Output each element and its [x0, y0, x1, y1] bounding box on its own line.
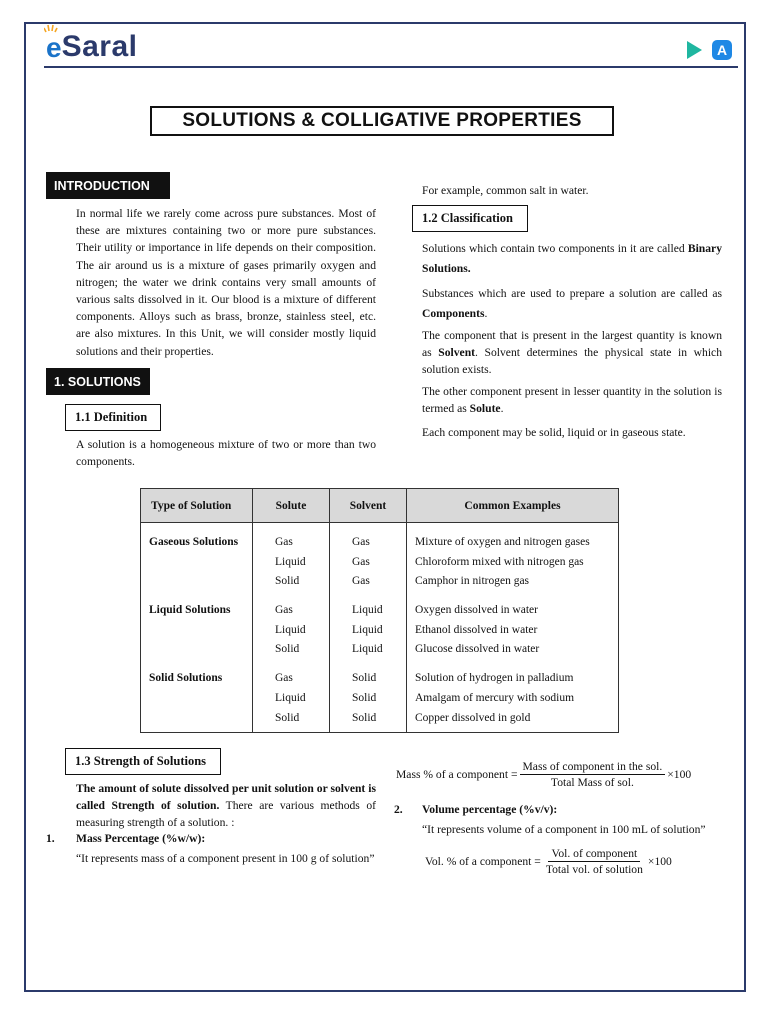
mass-numerator: Mass of component in the sol. — [520, 760, 666, 775]
solute-value: Solid — [275, 575, 300, 588]
solvent-text — [422, 327, 722, 379]
vol-formula-lhs: Vol. % of a component = — [425, 855, 541, 868]
store-icons — [687, 40, 732, 60]
solute-value: Gas — [275, 672, 293, 685]
logo-e: e — [46, 32, 62, 64]
page-title: SOLUTIONS & COLLIGATIVE PROPERTIES — [150, 106, 614, 136]
binary-solutions-text — [422, 239, 722, 279]
components-term: Components — [422, 307, 485, 320]
vol-denominator: Total vol. of solution — [545, 863, 643, 876]
solute-pre: The other component present in lesser quantity in the solution is termed as — [422, 385, 722, 416]
example-value: Mixture of oxygen and nitrogen gases — [415, 536, 590, 548]
item-1-number: 1. — [46, 832, 55, 845]
solute-value: Gas — [275, 536, 293, 548]
google-play-icon[interactable] — [687, 41, 702, 59]
volume-percentage-text: “It represents volume of a component in 100 mL of solution” — [422, 823, 706, 836]
type-cell: Gaseous Solutions — [141, 523, 253, 593]
header-examples: Common Examples — [407, 489, 619, 523]
solute-value: Gas — [275, 604, 293, 617]
example-value: Ethanol dissolved in water — [415, 623, 538, 636]
binary-term: Binary Solutions. — [422, 242, 722, 275]
table-row — [141, 660, 619, 733]
components-pre: Substances which are used to prepare a solution are called as — [422, 287, 722, 300]
definition-heading: 1.1 Definition — [65, 404, 161, 431]
solute-value: Solid — [275, 643, 300, 656]
components-post: . — [484, 307, 488, 320]
solvent-value: Gas — [352, 555, 370, 568]
components-text — [422, 284, 722, 324]
examples-cell — [407, 523, 619, 593]
solvent-value: Gas — [352, 575, 370, 588]
strength-rest: There are various methods of measuring strength of a solution. : — [76, 799, 376, 830]
binary-text: Solutions which contain two components in it are called — [422, 242, 688, 255]
example-value: Solution of hydrogen in palladium — [415, 672, 574, 685]
mass-multiplier: ×100 — [667, 768, 692, 781]
solvent-term: Solvent — [438, 346, 476, 360]
solvent-value: Gas — [352, 536, 370, 548]
solvent-value: Solid — [352, 691, 377, 704]
solute-value: Liquid — [275, 623, 306, 636]
classification-heading: 1.2 Classification — [412, 205, 528, 232]
example-text: For example, common salt in water. — [422, 184, 589, 197]
strength-definition: The amount of solute dissolved per unit solution or solvent is called Strength of solution. — [76, 782, 376, 813]
table-row — [141, 523, 619, 593]
app-store-icon[interactable] — [712, 40, 732, 60]
solute-cell — [253, 660, 330, 733]
vol-numerator: Vol. of component — [548, 847, 640, 862]
solvent-value: Liquid — [352, 604, 383, 617]
solute-cell — [253, 523, 330, 593]
mass-denominator: Total Mass of sol. — [550, 776, 634, 789]
introduction-heading: INTRODUCTION — [46, 172, 170, 199]
mass-formula-lhs: Mass % of a component = — [396, 768, 518, 781]
examples-cell — [407, 592, 619, 660]
example-value: Oxygen dissolved in water — [415, 604, 538, 617]
solute-value: Liquid — [275, 691, 306, 704]
example-value: Copper dissolved in gold — [415, 711, 531, 724]
solvent-cell — [330, 660, 407, 733]
type-cell: Solid Solutions — [141, 660, 253, 733]
example-value: Chloroform mixed with nitrogen gas — [415, 555, 584, 568]
mass-percent-formula — [396, 760, 691, 789]
strength-heading: 1.3 Strength of Solutions — [65, 748, 221, 775]
examples-cell — [407, 660, 619, 733]
volume-percent-formula — [425, 847, 672, 876]
solute-value: Solid — [275, 711, 300, 724]
example-value: Amalgam of mercury with sodium — [415, 691, 575, 704]
solute-cell — [253, 592, 330, 660]
solvent-value: Solid — [352, 672, 377, 685]
sun-rays-icon — [44, 23, 58, 33]
mass-percentage-title: Mass Percentage (%w/w): — [76, 832, 206, 845]
solvent-value: Liquid — [352, 643, 383, 656]
vol-multiplier: ×100 — [647, 855, 672, 868]
solute-post: . — [500, 402, 504, 416]
header-type: Type of Solution — [141, 489, 253, 523]
mass-percentage-text: “It represents mass of a component present in 100 g of solution” — [76, 852, 375, 865]
definition-text: A solution is a homogeneous mixture of two or more than two components. — [76, 438, 376, 469]
strength-intro — [76, 780, 376, 832]
solvent-post: . Solvent determines the physical state in which solution exists. — [422, 346, 722, 377]
mass-fraction — [520, 760, 666, 789]
introduction-text: In normal life we rarely come across pure substances. Most of these are mixtures containing two or more pure substances. Their utility or importance in life depends on their composition. The air around us is a mixture of gases primarily oxygen and nitrogen; the water we drink contains very small amounts of various salts dissolved in it. Our blood is a mixture of different components. Alloys such as brass, bronze, stainless steel, etc. are also mixtures. In this Unit, we will consider mostly liquid solutions and their properties. — [76, 207, 376, 358]
item-2-number: 2. — [394, 803, 403, 816]
solute-term: Solute — [469, 402, 501, 416]
solute-value: Liquid — [275, 555, 306, 568]
solutions-heading: 1. SOLUTIONS — [46, 368, 150, 395]
component-state-text: Each component may be solid, liquid or in gaseous state. — [422, 426, 686, 439]
solutions-table — [140, 488, 619, 733]
table-row — [141, 592, 619, 660]
table-header-row — [141, 489, 619, 523]
solute-text — [422, 383, 722, 417]
header-solvent: Solvent — [330, 489, 407, 523]
solvent-value: Liquid — [352, 623, 383, 636]
vol-fraction — [543, 847, 646, 876]
volume-percentage-title: Volume percentage (%v/v): — [422, 803, 558, 816]
app-store-glyph: A — [716, 42, 728, 58]
solvent-cell — [330, 523, 407, 593]
header-solute: Solute — [253, 489, 330, 523]
solvent-cell — [330, 592, 407, 660]
solvent-value: Solid — [352, 711, 377, 724]
logo-word: Saral — [61, 30, 138, 63]
esaral-logo[interactable] — [46, 28, 137, 64]
type-cell: Liquid Solutions — [141, 592, 253, 660]
solvent-pre: The component that is present in the largest quantity is known as — [422, 329, 722, 360]
example-value: Glucose dissolved in water — [415, 643, 540, 656]
example-value: Camphor in nitrogen gas — [415, 575, 530, 588]
header-divider — [44, 66, 738, 68]
